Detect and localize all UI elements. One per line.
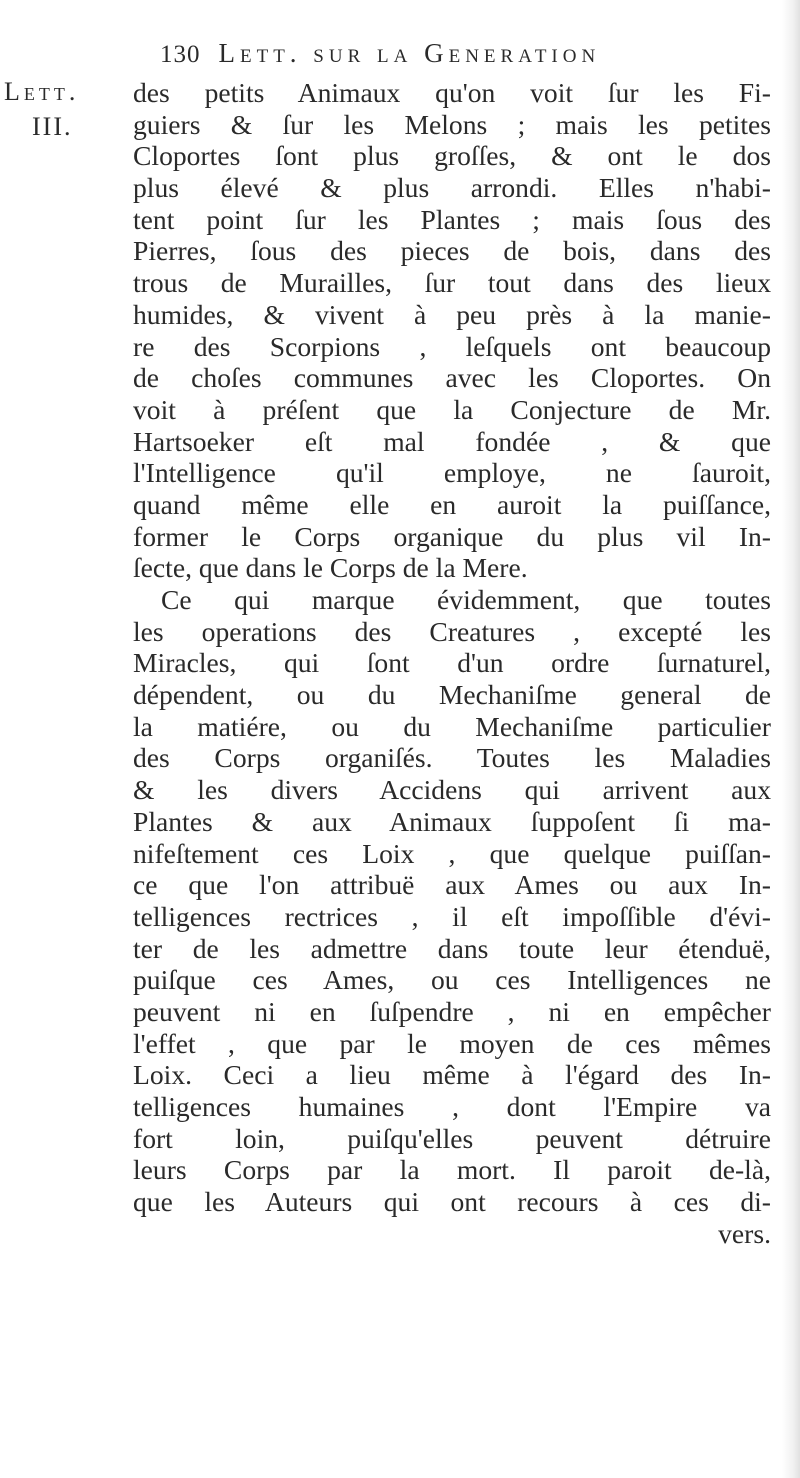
text-line: les operations des Creatures , excepté les (133, 615, 771, 647)
text-line: Plantes & aux Animaux ſuppoſent ſi ma- (133, 805, 771, 837)
text-line: l'Intelligence qu'il employe, ne ſauroit, (133, 457, 771, 489)
text-line: & les divers Accidens qui arrivent aux (133, 774, 771, 806)
running-title: Lett. sur la Generation (218, 38, 601, 68)
text-line: des Corps organiſés. Toutes les Maladies (133, 742, 771, 774)
text-line: telligences humaines , dont l'Empire va (133, 1091, 771, 1122)
text-line: telligences rectrices , il eſt impoſſible d'évi- (133, 900, 771, 932)
text-line: Loix. Ceci a lieu même à l'égard des In- (133, 1059, 771, 1091)
text-line: re des Scorpions , leſquels ont beaucoup (133, 330, 771, 362)
page-edge-shadow (782, 0, 800, 1478)
text-line: puiſque ces Ames, ou ces Intelligences ne (133, 964, 771, 996)
text-line: Miracles, qui ſont d'un ordre ſurnaturel, (133, 647, 771, 679)
page-number: 130 (160, 41, 201, 68)
text-line: Cloportes ſont plus groſſes, & ont le dos (133, 140, 771, 172)
text-line: fort loin, puiſqu'elles peuvent détruire (133, 1122, 771, 1154)
text-line: la matiére, ou du Mechaniſme particulier (133, 710, 771, 742)
text-line: humides, & vivent à peu près à la manie- (133, 298, 771, 330)
text-line: ſecte, que dans le Corps de la Mere. (133, 552, 528, 584)
text-line: Pierres, ſous des pieces de bois, dans des (133, 235, 771, 267)
body-text (133, 77, 771, 1249)
running-header (160, 38, 600, 74)
text-line: l'effet , que par le moyen de ces mêmes (133, 1027, 771, 1059)
text-line: ce que l'on attribuë aux Ames ou aux In- (133, 869, 771, 901)
text-line: des petits Animaux qu'on voit ſur les Fi- (133, 77, 771, 108)
catchword: vers. (718, 1217, 771, 1249)
text-line: peuvent ni en ſuſpendre , ni en empêcher (133, 995, 771, 1027)
text-line: dépendent, ou du Mechaniſme general de (133, 679, 771, 711)
text-line: que les Auteurs qui ont recours à ces di- (133, 1186, 771, 1218)
text-line: trous de Murailles, ſur tout dans des lieux (133, 267, 771, 299)
text-line: Ce qui marque évidemment, que toutes (161, 584, 771, 615)
margin-label-lett: Lett. (4, 77, 80, 106)
text-line: voit à préſent que la Conjecture de Mr. (133, 393, 771, 425)
text-line: nifeſtement ces Loix , que quelque puiſſan- (133, 837, 771, 869)
margin-letter-number (4, 74, 79, 144)
text-line: quand même elle en auroit la puiſſance, (133, 488, 771, 520)
text-line: leurs Corps par la mort. Il paroit de-là, (133, 1154, 771, 1186)
text-line: plus élevé & plus arrondi. Elles n'habi- (133, 172, 771, 204)
text-line: tent point ſur les Plantes ; mais ſous des (133, 203, 771, 235)
text-line: de choſes communes avec les Cloportes. On (133, 362, 771, 394)
text-line: guiers & ſur les Melons ; mais les petites (133, 108, 771, 140)
text-line: ter de les admettre dans toute leur étenduë, (133, 932, 771, 964)
margin-label-number: III. (32, 112, 73, 141)
text-line: former le Corps organique du plus vil In- (133, 520, 771, 552)
text-line: Hartsoeker eſt mal fondée , & que (133, 425, 771, 457)
